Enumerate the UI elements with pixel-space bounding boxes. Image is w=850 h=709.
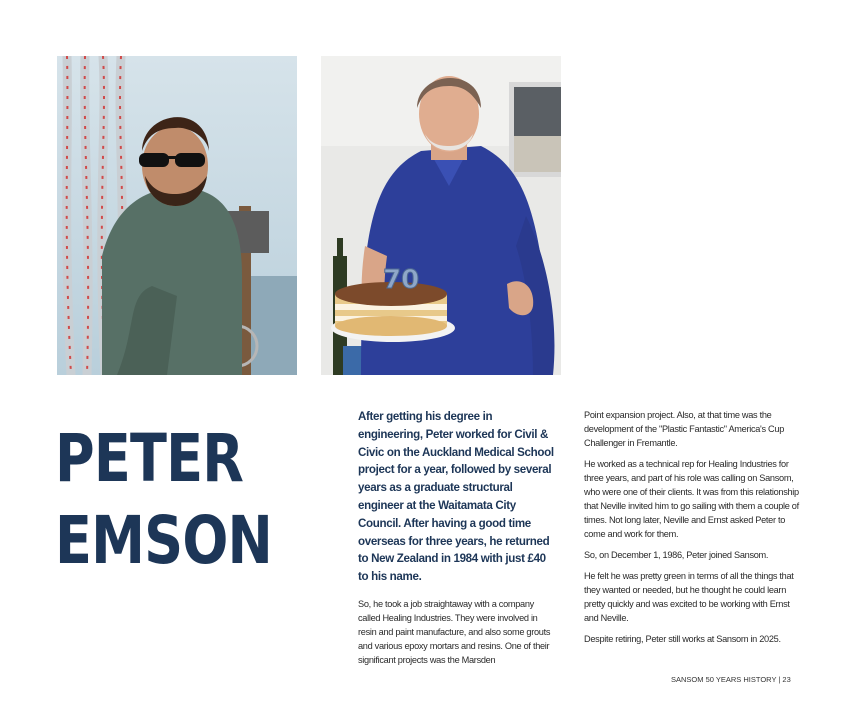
body-paragraph: He felt he was pretty green in terms of all the things that they wanted or needed, but he thought he could learn pretty quickly and was excited to be working with Ernst and Neville. [584, 571, 794, 623]
cake-candles-70: 70 [383, 265, 420, 295]
page-footer: SANSOM 50 YEARS HISTORY | 23 [671, 675, 791, 684]
text-column-1 [358, 408, 558, 674]
body-paragraph: He worked as a technical rep for Healing Industries for three years, and part of his role was calling on Sansom, who were one of their clients. It was from this relationship that Neville invited him to go sailing with them a couple of times. Not long later, Neville and Ernst asked Peter to come and work for them. [584, 459, 799, 539]
body-paragraph: So, he took a job straightaway with a company called Healing Industries. They were involved in resin and paint manufacture, and also some grouts and various epoxy mortars and resins. One of their significant projects was the Marsden [358, 598, 551, 665]
text-column-2 [584, 408, 799, 653]
title-first-name: PETER [55, 420, 244, 497]
title-last-name: EMSON [55, 502, 273, 579]
photo-birthday-cake [321, 56, 561, 375]
photo-sailing [57, 56, 297, 375]
lead-paragraph: After getting his degree in engineering, Peter worked for Civil & Civic on the Auckland Medical School project for a year, followed by several years as a graduate structural engineer at the Waitamata City Council. After having a good time overseas for three years, he returned to New Zealand in 1984 with just £40 to his name. [358, 410, 554, 584]
body-paragraph: Point expansion project. Also, at that time was the development of the "Plastic Fantastic" America's Cup Challenger in Fremantle. [584, 410, 785, 448]
page-title [55, 418, 272, 582]
body-paragraph: So, on December 1, 1986, Peter joined Sansom. [584, 550, 769, 560]
body-paragraph: Despite retiring, Peter still works at Sansom in 2025. [584, 634, 781, 644]
